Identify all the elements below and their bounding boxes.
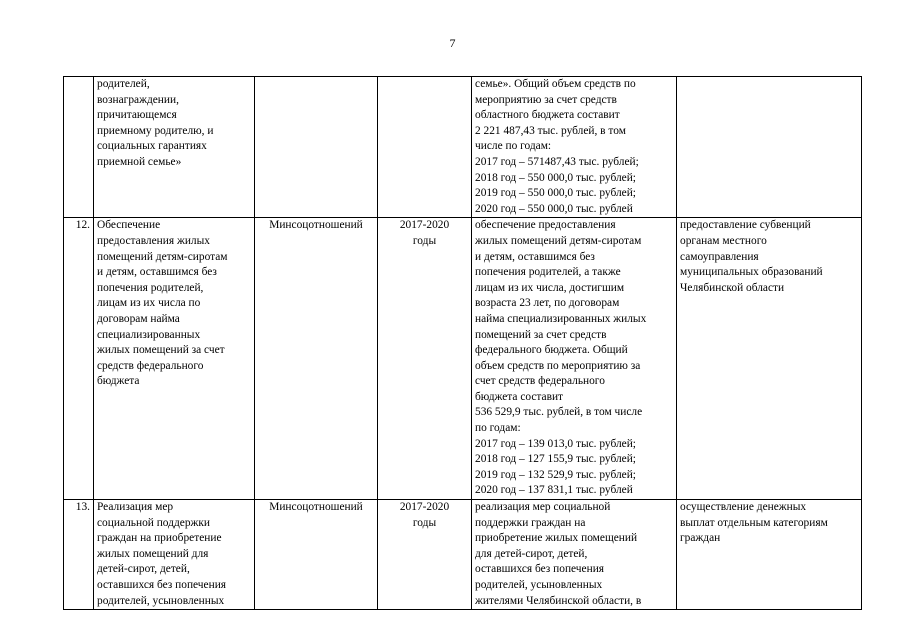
measure-name-cell-line: родителей, усыновленных	[97, 594, 225, 607]
description-cell-line: лицам из их числа, достигшим	[475, 281, 625, 294]
description-cell-line: найма специализированных жилых	[475, 312, 647, 325]
description-cell-line: 2019 год – 550 000,0 тыс. рублей;	[475, 187, 636, 200]
row-number-cell: 13.	[64, 500, 94, 610]
description-cell-line: 536 529,9 тыс. рублей, в том числе	[475, 406, 643, 419]
description-cell-line: попечения родителей, а также	[475, 266, 621, 279]
measure-name-cell-line: средств федерального	[97, 359, 204, 372]
term-cell	[378, 500, 472, 610]
description-cell-line: 2020 год – 137 831,1 тыс. рублей	[475, 484, 633, 497]
measure-name-cell-line: помещений детям-сиротам	[97, 250, 228, 263]
description-cell-line: областного бюджета составит	[475, 109, 620, 122]
measure-name-cell-line: договорам найма	[97, 312, 180, 325]
measure-name-cell-line: и детям, оставшимся без	[97, 266, 217, 279]
measure-name-cell-line: причитающемся	[97, 109, 177, 122]
description-cell-line: обеспечение предоставления	[475, 219, 616, 232]
executor-cell: Минсоцотношений	[255, 218, 378, 500]
description-cell-line: родителей, усыновленных	[475, 579, 603, 591]
measure-name-cell-line: специализированных	[97, 328, 201, 341]
description-cell-line: и детям, оставшимся без	[475, 250, 595, 263]
mechanism-cell-line: выплат отдельным категориям	[680, 516, 828, 529]
measure-name-cell	[94, 77, 255, 218]
term-cell-line: годы	[412, 516, 437, 529]
description-cell-line: счет средств федерального	[475, 375, 605, 388]
mechanism-cell	[677, 500, 862, 610]
measure-name-cell-line: Обеспечение	[97, 219, 161, 232]
table-row	[64, 218, 862, 500]
measure-name-cell-line: Реализация мер	[97, 501, 174, 514]
table-row	[64, 500, 862, 610]
measures-table	[63, 76, 862, 610]
description-cell-line: жилых помещений детям-сиротам	[475, 234, 642, 247]
measure-name-cell-line: лицам из их числа по	[97, 297, 201, 310]
description-cell-line: семье». Общий объем средств по	[475, 78, 636, 90]
description-cell-line: поддержки граждан на	[475, 516, 586, 529]
measure-name-cell-line: граждан на приобретение	[97, 532, 222, 545]
term-cell-line: 2017-2020	[399, 219, 450, 232]
term-cell	[378, 77, 472, 218]
measure-name-cell-line: предоставления жилых	[97, 234, 210, 247]
mechanism-cell-line: Челябинской области	[680, 281, 785, 294]
executor-cell: Минсоцотношений	[255, 500, 378, 610]
description-cell-line: 2019 год – 132 529,9 тыс. рублей;	[475, 468, 636, 481]
measure-name-cell-line: жилых помещений для	[97, 547, 209, 560]
measure-name-cell-line: родителей,	[97, 78, 150, 90]
measure-name-cell-line: оставшихся без попечения	[97, 579, 227, 591]
description-cell-line: для детей-сирот, детей,	[475, 547, 588, 560]
description-cell	[472, 218, 677, 500]
mechanism-cell-line: предоставление субвенций	[680, 219, 811, 232]
description-cell-line: 2018 год – 127 155,9 тыс. рублей;	[475, 453, 636, 466]
mechanism-cell-line: граждан	[680, 532, 721, 545]
description-cell-line: федерального бюджета. Общий	[475, 344, 628, 357]
measure-name-cell-line: попечения родителей,	[97, 281, 204, 294]
description-cell-line: жителями Челябинской области, в	[475, 594, 642, 607]
description-cell-line: помещений за счет средств	[475, 328, 607, 341]
description-cell	[472, 500, 677, 610]
measure-name-cell-line: бюджета	[97, 375, 140, 388]
description-cell-line: объем средств по мероприятию за	[475, 359, 641, 372]
description-cell-line: оставшихся без попечения	[475, 563, 605, 576]
table-body	[64, 77, 862, 610]
mechanism-cell	[677, 77, 862, 218]
description-cell-line: возраста 23 лет, по договорам	[475, 297, 620, 310]
measure-name-cell-line: социальной поддержки	[97, 516, 211, 529]
description-cell	[472, 77, 677, 218]
description-cell-line: 2017 год – 139 013,0 тыс. рублей;	[475, 437, 636, 450]
description-cell-line: числе по годам:	[475, 140, 552, 153]
row-number-cell	[64, 77, 94, 218]
description-cell-line: мероприятию за счет средств	[475, 93, 617, 106]
measure-name-cell	[94, 218, 255, 500]
term-cell	[378, 218, 472, 500]
measure-name-cell-line: социальных гарантиях	[97, 140, 207, 153]
row-number-cell: 12.	[64, 218, 94, 500]
mechanism-cell	[677, 218, 862, 500]
measure-name-cell-line: жилых помещений за счет	[97, 344, 225, 357]
measure-name-cell-line: вознаграждении,	[97, 93, 179, 106]
mechanism-cell-line: осуществление денежных	[680, 501, 807, 514]
mechanism-cell-line: самоуправления	[680, 250, 759, 263]
term-cell-line: 2017-2020	[399, 501, 450, 514]
description-cell-line: бюджета составит	[475, 390, 564, 403]
measure-name-cell-line: приемному родителю, и	[97, 124, 214, 137]
measure-name-cell-line: детей-сирот, детей,	[97, 563, 190, 576]
description-cell-line: по годам:	[475, 422, 521, 435]
measure-name-cell-line: приемной семье»	[97, 155, 182, 168]
executor-cell	[255, 77, 378, 218]
measure-name-cell	[94, 500, 255, 610]
description-cell-line: реализация мер социальной	[475, 501, 611, 514]
description-cell-line: приобретение жилых помещений	[475, 532, 638, 545]
page-number: 7	[449, 36, 456, 50]
table-row	[64, 77, 862, 218]
term-cell-line: годы	[412, 234, 437, 247]
mechanism-cell-line: муниципальных образований	[680, 266, 823, 279]
description-cell-line: 2020 год – 550 000,0 тыс. рублей	[475, 202, 633, 215]
mechanism-cell-line: органам местного	[680, 234, 767, 247]
description-cell-line: 2 221 487,43 тыс. рублей, в том	[475, 124, 626, 137]
description-cell-line: 2018 год – 550 000,0 тыс. рублей;	[475, 171, 636, 184]
description-cell-line: 2017 год – 571487,43 тыс. рублей;	[475, 155, 639, 168]
